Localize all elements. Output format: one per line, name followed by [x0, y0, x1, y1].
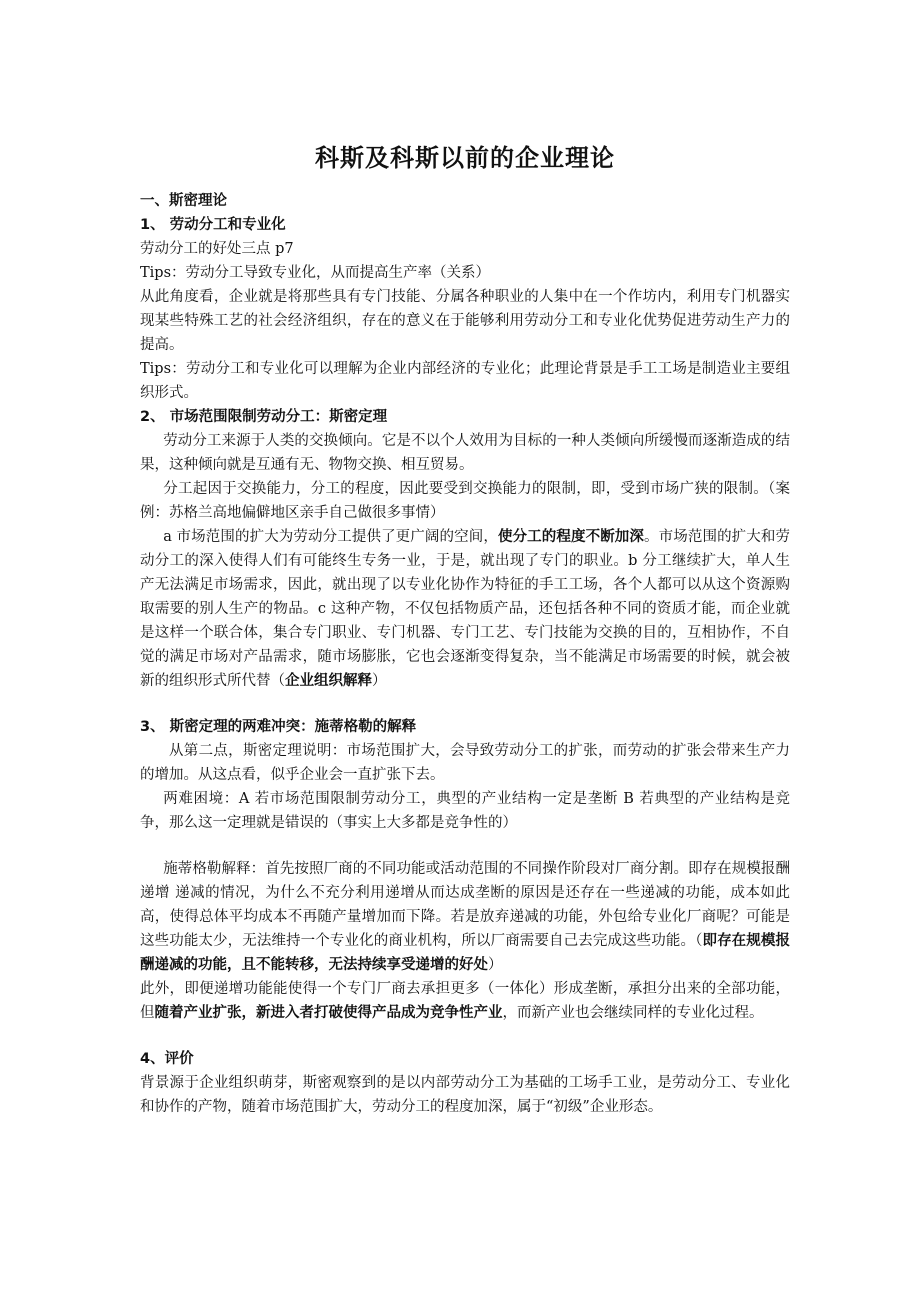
document-title: 科斯及科斯以前的企业理论 [315, 144, 615, 172]
text-run: ） [372, 673, 387, 689]
paragraph [140, 857, 790, 977]
text-run: 。市场范围的扩大和劳动分工的深入使得人们有可能终生专务一业，于是，就出现了专门的职业。b 分工继续扩大，单人生产无法满足市场需求，因此，就出现了以专业化协作为特征的手工工场，各个人都可以从这个资源购取需要的别人生产的物品。c 这种产物，不仅包括物质产品，还包括各种不同的资质才能，而企业就是这样一个联合体，集合专门职业、专门机器、专门工艺、专门技能为交换的目的，互相协作，不自觉的满足市场对产品需求，随市场膨胀，它也会逐渐变得复杂，当不能满足市场需要的时候，就会被新的组织形式所代替（ [140, 529, 791, 689]
paragraph [140, 525, 790, 693]
bold-text-run: 使分工的程度不断加深 [497, 528, 645, 545]
paragraph: 两难困境：A 若市场范围限制劳动分工，典型的产业结构一定是垄断 B 若典型的产业结构是竞争，那么这一定理就是错误的（事实上大多都是竞争性的） [140, 791, 790, 831]
section-heading: 一、斯密理论 [140, 193, 227, 209]
paragraph [140, 977, 790, 1025]
text-run: ，而新产业也会继续同样的专业化过程。 [502, 1005, 764, 1021]
spacer [140, 1025, 790, 1047]
paragraph: 背景源于企业组织萌芽，斯密观察到的是以内部劳动分工为基础的工场手工业，是劳动分工、专业化和协作的产物，随着市场范围扩大，劳动分工的程度加深，属于“初级”企业形态。 [140, 1075, 790, 1115]
subheading-4: 4、评价 [140, 1051, 194, 1067]
subheading-3: 3、 斯密定理的两难冲突：施蒂格勒的解释 [140, 719, 417, 735]
paragraph: 劳动分工来源于人类的交换倾向。它是不以个人效用为目标的一种人类倾向所缓慢而逐渐造成的结果，这种倾向就是互通有无、物物交换、相互贸易。 [140, 433, 790, 473]
text-run: 此外，即便递增功能能使得一个专门厂商去承担更多（一体化）形成垄断，承担分出来的全部功能，但 [140, 981, 790, 1021]
tip-paragraph: Tips：劳动分工导致专业化，从而提高生产率（关系） [140, 265, 491, 281]
spacer [140, 693, 790, 715]
text-run: 施蒂格勒解释：首先按照厂商的不同功能或活动范围的不同操作阶段对厂商分割。即存在规模报酬递增 递减的情况，为什么不充分利用递增从而达成垄断的原因是还存在一些递减的功能，成本如此高，使得总体平均成本不再随产量增加而下降。若是放弃递减的功能，外包给专业化厂商呢？可能是这些功能太少，无法维持一个专业化的商业机构，所以厂商需要自己去完成这些功能。（ [140, 861, 790, 949]
subheading-1: 1、 劳动分工和专业化 [140, 217, 286, 233]
paragraph: 从此角度看，企业就是将那些具有专门技能、分属各种职业的人集中在一个作坊内，利用专门机器实现某些特殊工艺的社会经济组织，存在的意义在于能够利用劳动分工和专业化优势促进劳动生产力的提高。 [140, 289, 790, 353]
bold-text-run: 随着产业扩张，新进入者打破使得产品成为竞争性产业 [154, 1004, 503, 1021]
text-run: ） [488, 957, 503, 973]
paragraph: 劳动分工的好处三点 p7 [140, 241, 294, 257]
subheading-2: 2、 市场范围限制劳动分工：斯密定理 [140, 409, 388, 425]
text-run: a 市场范围的扩大为劳动分工提供了更广阔的空间， [163, 529, 498, 545]
paragraph: 从第二点，斯密定理说明：市场范围扩大，会导致劳动分工的扩张，而劳动的扩张会带来生产力的增加。从这点看，似乎企业会一直扩张下去。 [140, 743, 790, 783]
bold-text-run: 即存在规模报酬递减的功能，且不能转移，无法持续享受递增的好处 [140, 932, 791, 973]
bold-text-run: 企业组织解释 [285, 672, 372, 689]
tip-paragraph: Tips：劳动分工和专业化可以理解为企业内部经济的专业化；此理论背景是手工工场是制造业主要组织形式。 [140, 361, 790, 401]
paragraph: 分工起因于交换能力，分工的程度，因此要受到交换能力的限制，即，受到市场广狭的限制。（案例：苏格兰高地偏僻地区亲手自己做很多事情） [140, 481, 790, 521]
spacer [140, 835, 790, 857]
